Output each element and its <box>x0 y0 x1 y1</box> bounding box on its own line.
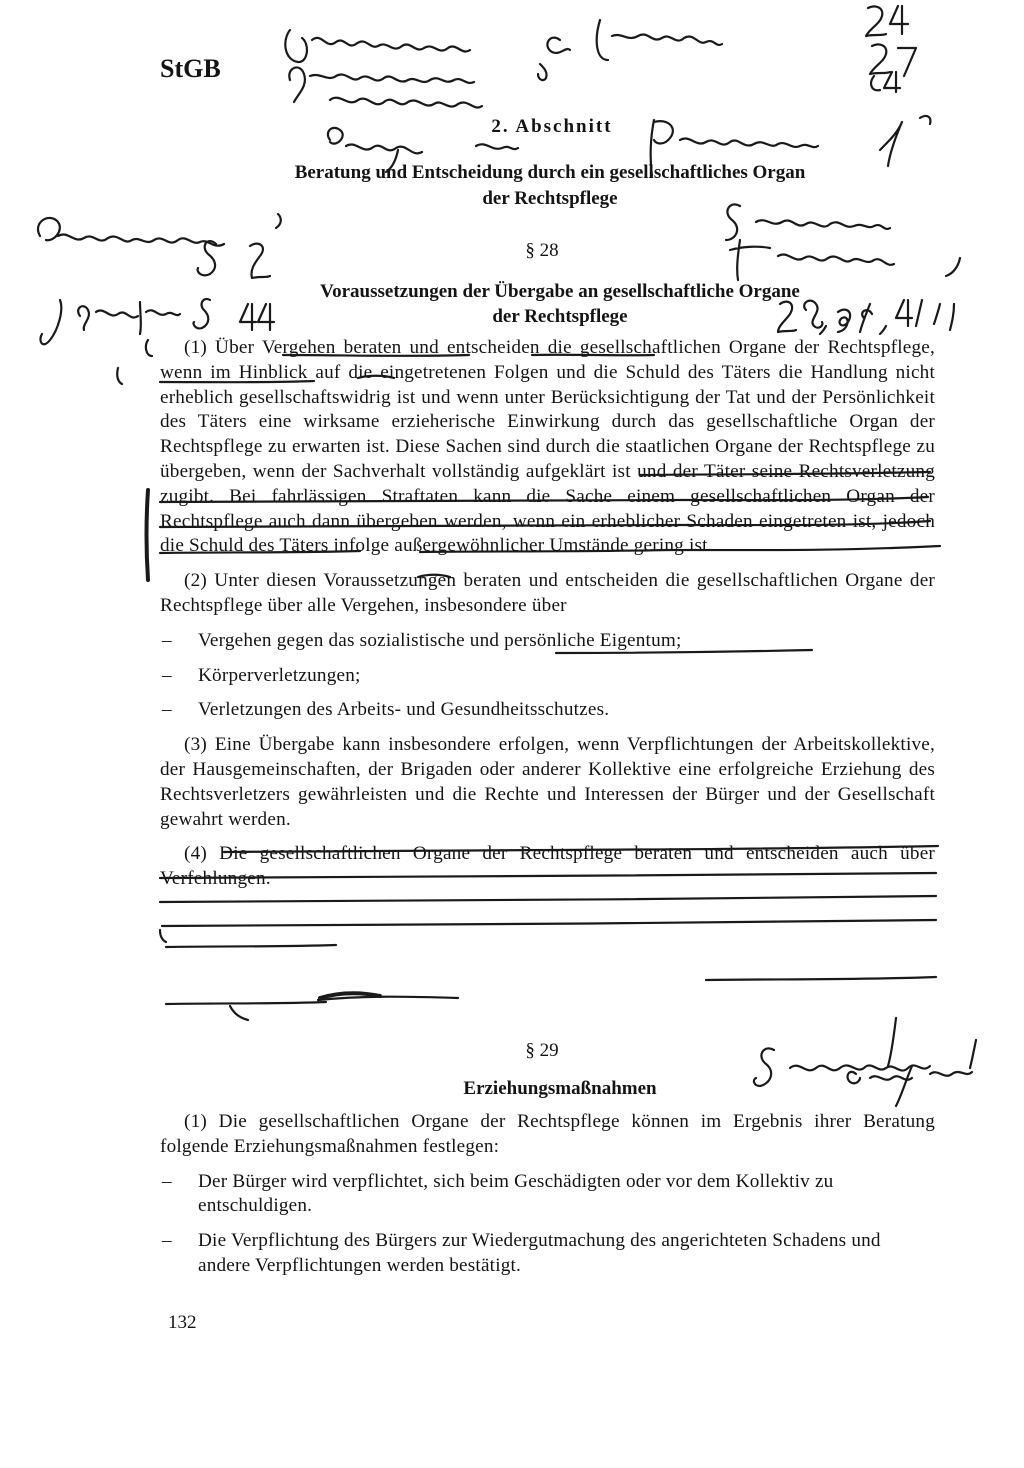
text-underline <box>320 993 380 998</box>
paragraph-28-sub-3: (3) Eine Übergabe kann insbesondere erfolgen, wenn Verpflichtungen der Arbeitskollektive, der Hausgemeinschaften, der Brigaden oder anderer Kollektive eine erfolgreiche Erziehung des Rechtsverletzers gewährleisten und die Rechte und Interessen der Bürger und der Gesellschaft gewahrt werden. <box>160 734 935 830</box>
paragraph-28-sub-1: (1) Über Vergehen beraten und entscheiden die gesellschaftlichen Organe der Rechtspflege, wenn im Hinblick auf die eingetretenen Folgen und die Schuld des Täters die Handlung nicht erheblich gesellschaftswidrig ist und wenn unter Berücksichtigung der Tat und der Persönlichkeit des Täters eine wirksame erzieherische Einwirkung durch das gesellschaftliche Organ der Rechtspflege zu erwarten ist. Diese Sachen sind durch die staatlichen Organe der Rechtspflege zu übergeben, wenn der Sachverhalt vollständig aufgeklärt ist und der Täter seine Rechtsverletzung zugibt. Bei fahrlässigen Straftaten kann die Sache einem gesellschaftlichen Organ der Rechtspflege auch dann übergeben werden, wenn ein erheblicher Schaden eingetreten ist, jedoch die Schuld des Täters infolge außergewöhnlicher Umstände gering ist. <box>160 337 935 557</box>
handwritten-note <box>285 30 470 62</box>
page-number: 132 <box>168 1312 197 1333</box>
paragraph-28-title-line-1: Voraussetzungen der Übergabe an gesellschaftliche Organe <box>320 281 800 302</box>
paragraph-28-title-line-2: der Rechtspflege <box>492 306 628 327</box>
section-title-line-1: Beratung und Entscheidung durch ein gesellschaftliches Organ <box>294 162 806 183</box>
list-item: – Die Verpflichtung des Bürgers zur Wiedergutmachung des angerichteten Schadens und andere Verpflichtungen werden bestätigt. <box>162 1230 881 1276</box>
dash-marker: – <box>162 1230 172 1252</box>
paragraph-28-sub-4: (4) Die gesellschaftlichen Organe der Rechtspflege beraten und entscheiden auch über Verfehlungen. <box>160 843 935 890</box>
handwritten-note <box>871 72 900 92</box>
list-item: – Vergehen gegen das sozialistische und persönliche Eigentum; <box>160 629 935 654</box>
paragraph-28-sub-2: (2) Unter diesen Voraussetzungen beraten und entscheiden die gesellschaftlichen Organe der Rechtspflege über alle Vergehen, insbesondere über <box>160 570 935 616</box>
paragraph-28-offence-list <box>160 629 935 723</box>
text-underline <box>166 977 936 1004</box>
paragraph-29-number: § 29 <box>525 1040 559 1061</box>
handwritten-note <box>866 6 908 36</box>
paragraph-28-number: § 28 <box>525 240 559 261</box>
handwritten-note <box>289 64 546 102</box>
margin-marker <box>147 490 149 580</box>
handwritten-note <box>870 44 916 76</box>
handwritten-note <box>330 98 482 108</box>
handwritten-note <box>117 340 152 384</box>
paragraph-28-title <box>180 279 940 329</box>
dash-marker: – <box>162 1170 172 1192</box>
dash-marker: – <box>162 699 172 721</box>
dash-marker: – <box>162 664 172 686</box>
paragraph-29-measure-list <box>160 1170 935 1279</box>
law-code-label: StGB <box>160 54 221 83</box>
paragraph-29-sub-1: (1) Die gesellschaftlichen Organe der Rechtspflege können im Ergebnis ihrer Beratung folgende Erziehungsmaßnahmen festlegen: <box>160 1111 935 1157</box>
dash-marker: – <box>162 629 172 651</box>
list-item: – Verletzungen des Arbeits- und Gesundheitsschutzes. <box>160 698 935 723</box>
section-title-line-2: der Rechtspflege <box>482 188 618 209</box>
paragraph-28-body <box>160 336 935 902</box>
list-item: – Der Bürger wird verpflichtet, sich beim Geschädigten oder vor dem Kollektiv zu entschuldigen. <box>162 1170 834 1217</box>
paragraph-29-title: Erziehungsmaßnahmen <box>463 1078 657 1099</box>
section-heading: 2. Abschnitt <box>491 116 613 137</box>
section-title <box>180 160 920 212</box>
list-item: – Körperverletzungen; <box>160 664 935 689</box>
handwritten-note <box>547 20 722 60</box>
text-underline <box>230 1006 248 1020</box>
paragraph-29-body <box>160 1110 935 1289</box>
